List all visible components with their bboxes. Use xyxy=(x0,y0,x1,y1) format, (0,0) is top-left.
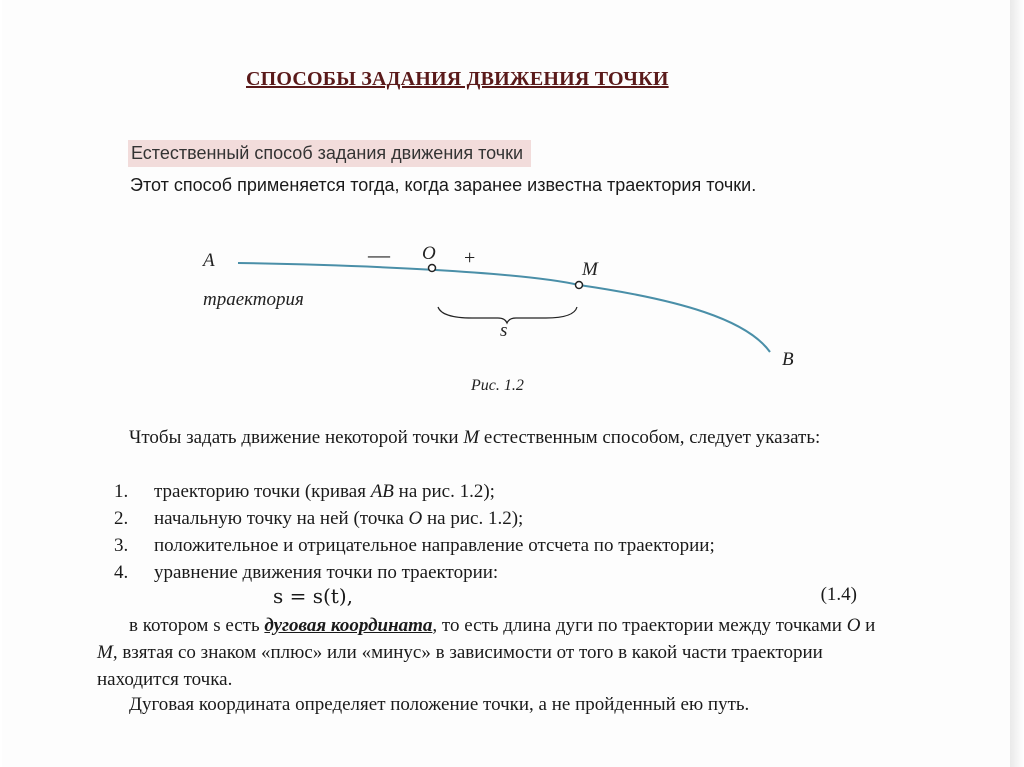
label-minus: — xyxy=(368,242,390,267)
var-o: O xyxy=(846,615,861,636)
paragraph-2-text: , то есть длина дуги по траектории между точками xyxy=(432,615,847,636)
paragraph-1-text: Чтобы задать движение некоторой точки xyxy=(129,427,464,448)
formula-row xyxy=(97,584,857,614)
slide-page xyxy=(2,0,1011,767)
label-plus: + xyxy=(464,247,476,269)
paragraph-1-text-end: естественным способом, следует указать: xyxy=(479,427,821,448)
label-b: B xyxy=(782,349,794,370)
list-text-end: на рис. 1.2); xyxy=(393,481,495,502)
list-number: 1. xyxy=(114,481,129,502)
list-number: 4. xyxy=(114,562,129,583)
paragraph-2 xyxy=(97,612,877,693)
trajectory-figure xyxy=(2,0,1010,420)
list-item xyxy=(114,505,715,532)
arc-brace xyxy=(438,307,577,323)
list-text: траекторию точки (кривая xyxy=(154,481,371,502)
list-text: положительное и отрицательное направление отсчета по траектории; xyxy=(154,535,715,556)
figure-caption: Рис. 1.2 xyxy=(471,377,524,394)
var-m: M xyxy=(97,642,113,663)
label-a: A xyxy=(203,250,215,271)
paragraph-2-text: в котором s есть xyxy=(129,615,265,636)
point-o-marker xyxy=(429,265,436,272)
formula-number: (1.4) xyxy=(820,584,857,605)
label-trajectory: траектория xyxy=(203,289,304,310)
label-m: M xyxy=(582,259,598,280)
list-text: начальную точку на ней (точка xyxy=(154,508,409,529)
list-item xyxy=(114,559,715,586)
term-arc-coordinate: дуговая координата xyxy=(264,615,433,636)
paragraph-2-text: , взятая со знаком «плюс» или «минус» в зависимости от того в какой части траектории находится точка. xyxy=(97,642,823,690)
list-number: 3. xyxy=(114,535,129,556)
requirements-list xyxy=(114,478,715,586)
page-title: СПОСОБЫ ЗАДАНИЯ ДВИЖЕНИЯ ТОЧКИ xyxy=(246,68,669,90)
paragraph-3: Дуговая координата определяет положение точки, а не пройденный ею путь. xyxy=(129,694,750,715)
list-var: O xyxy=(408,508,423,529)
list-item xyxy=(114,478,715,505)
list-text: уравнение движения точки по траектории: xyxy=(154,562,499,583)
list-number: 2. xyxy=(114,508,129,529)
label-o: O xyxy=(422,243,436,264)
list-text-end: на рис. 1.2); xyxy=(422,508,524,529)
point-m-marker xyxy=(576,282,583,289)
intro-text: Этот способ применяется тогда, когда заранее известна траектория точки. xyxy=(130,175,757,195)
label-s: s xyxy=(500,320,508,341)
paragraph-2-text: и xyxy=(860,615,876,636)
var-m: M xyxy=(463,427,480,448)
list-var: AB xyxy=(370,481,394,502)
section-subtitle: Естественный способ задания движения точки xyxy=(128,140,531,167)
formula: s = s(t), xyxy=(273,584,353,608)
paragraph-1 xyxy=(97,424,877,451)
list-item xyxy=(114,532,715,559)
